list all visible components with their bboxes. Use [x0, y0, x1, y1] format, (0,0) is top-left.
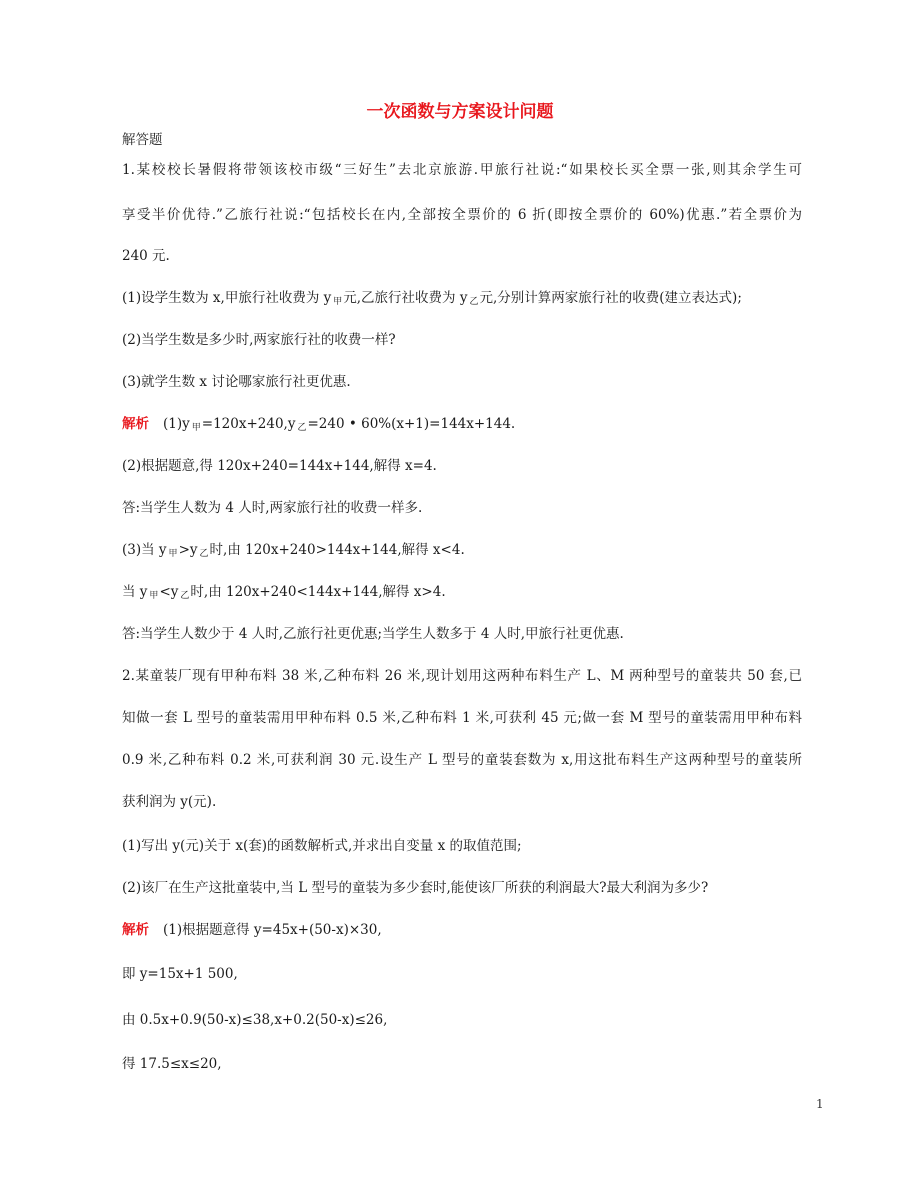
q2-line-4: 获利润为 y(元).: [122, 794, 217, 810]
a2-line-1: [122, 920, 802, 940]
analysis-label: 解析: [122, 416, 149, 432]
a1-line-5-b: <y: [159, 584, 179, 600]
a2-line-1-text: (1)根据题意得 y=45x+(50-x)×30,: [163, 922, 382, 938]
a1-line-4-c: 时,由 120x+240>144x+144,解得 x<4.: [209, 542, 465, 558]
a2-line-2: 即 y=15x+1 500,: [122, 966, 238, 982]
q1-part-1-b: 元,乙旅行社收费为 y: [343, 290, 468, 306]
q1-part-1: [122, 288, 802, 312]
page-number: 1: [816, 1097, 824, 1111]
a2-line-3: 由 0.5x+0.9(50-x)≤38,x+0.2(50-x)≤26,: [122, 1012, 388, 1028]
subscript-yi: 乙: [180, 591, 190, 601]
document-title: 一次函数与方案设计问题: [366, 102, 554, 122]
a1-line-1-c: =240 • 60%(x+1)=144x+144.: [307, 416, 516, 432]
a1-line-1-b: =120x+240,y: [201, 416, 296, 432]
a1-line-5-a: 当 y: [122, 584, 148, 600]
a1-line-5-c: 时,由 120x+240<144x+144,解得 x>4.: [190, 584, 446, 600]
subscript-jia: 甲: [149, 591, 159, 601]
analysis-label: 解析: [122, 922, 149, 938]
a1-line-4-a: (3)当 y: [122, 542, 167, 558]
subscript-yi: 乙: [297, 423, 307, 433]
subscript-jia: 甲: [191, 423, 201, 433]
a1-line-5: [122, 582, 802, 606]
subscript-jia: 甲: [168, 549, 178, 559]
q2-part-2: (2)该厂在生产这批童装中,当 L 型号的童装为多少套时,能使该厂所获的利润最大?最大利润为多少?: [122, 880, 709, 896]
section-heading: 解答题: [122, 132, 163, 148]
a2-line-4: 得 17.5≤x≤20,: [122, 1056, 222, 1072]
subscript-yi: 乙: [199, 549, 209, 559]
a1-line-4: [122, 540, 802, 564]
a1-line-3: 答:当学生人数为 4 人时,两家旅行社的收费一样多.: [122, 500, 423, 516]
q1-line-2: 享受半价优待.”乙旅行社说:“包括校长在内,全部按全票价的 6 折(即按全票价的 60%)优惠.”若全票价为: [122, 207, 802, 223]
subscript-yi: 乙: [469, 297, 479, 307]
a1-line-2: (2)根据题意,得 120x+240=144x+144,解得 x=4.: [122, 458, 437, 474]
q1-line-3: 240 元.: [122, 248, 170, 264]
q2-line-1: 2.某童装厂现有甲种布料 38 米,乙种布料 26 米,现计划用这两种布料生产 L、M 两种型号的童装共 50 套,已: [122, 668, 802, 684]
q1-part-1-c: 元,分别计算两家旅行社的收费(建立表达式);: [479, 290, 742, 306]
a1-line-4-b: >y: [178, 542, 198, 558]
q1-part-2: (2)当学生数是多少时,两家旅行社的收费一样?: [122, 332, 396, 348]
q1-line-1: 1.某校校长暑假将带领该校市级“三好生”去北京旅游.甲旅行社说:“如果校长买全票一张,则其余学生可: [122, 162, 802, 178]
q2-part-1: (1)写出 y(元)关于 x(套)的函数解析式,并求出自变量 x 的取值范围;: [122, 838, 522, 854]
a1-line-1-a: (1)y: [163, 416, 190, 432]
q2-line-3: 0.9 米,乙种布料 0.2 米,可获利润 30 元.设生产 L 型号的童装套数为 x,用这批布料生产这两种型号的童装所: [122, 752, 802, 768]
q1-part-3: (3)就学生数 x 讨论哪家旅行社更优惠.: [122, 374, 351, 390]
q1-part-1-a: (1)设学生数为 x,甲旅行社收费为 y: [122, 290, 332, 306]
q2-line-2: 知做一套 L 型号的童装需用甲种布料 0.5 米,乙种布料 1 米,可获利 45 元;做一套 M 型号的童装需用甲种布料: [122, 710, 802, 726]
subscript-jia: 甲: [333, 297, 343, 307]
a1-line-6: 答:当学生人数少于 4 人时,乙旅行社更优惠;当学生人数多于 4 人时,甲旅行社更优惠.: [122, 626, 624, 642]
a1-line-1: [122, 414, 802, 438]
